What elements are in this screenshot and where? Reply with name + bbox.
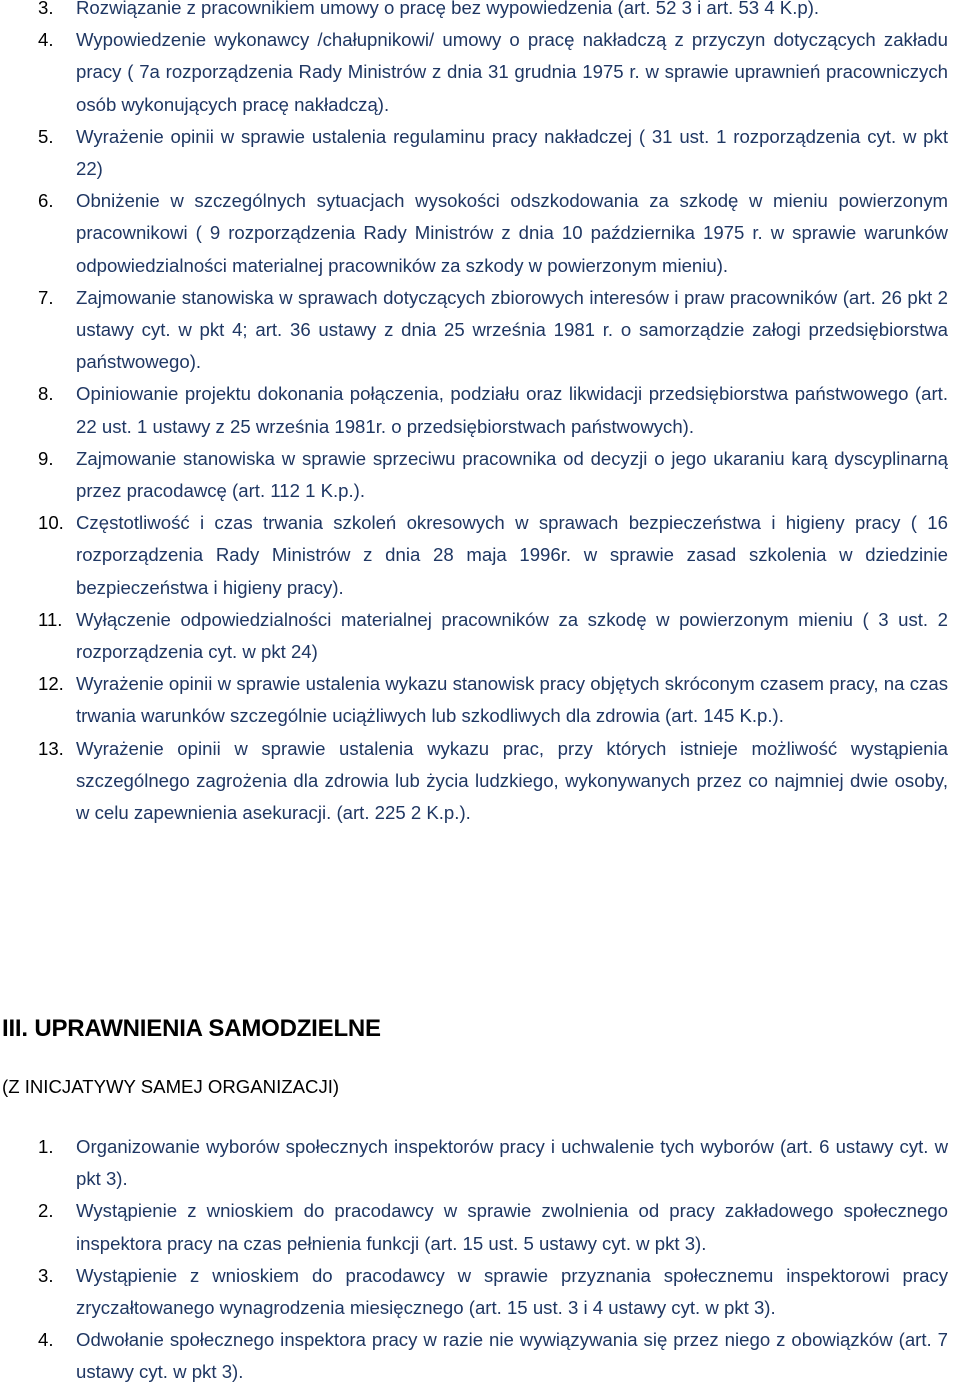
item-text: Obniżenie w szczególnych sytuacjach wysokości odszkodowania za szkodę w mieniu powierzonym pracownikowi ( 9 rozporządzenia Rady Ministrów z dnia 10 października 1975 r. w sprawie warunków odpowiedzialności materialnej pracowników za szkody w powierzonym mieniu). xyxy=(76,190,948,276)
item-text: Zajmowanie stanowiska w sprawie sprzeciwu pracownika od decyzji o jego ukaraniu karą dyscyplinarną przez pracodawcę (art. 112 1 K.p.). xyxy=(76,447,948,502)
item-text: Wyrażenie opinii w sprawie ustalenia wykazu stanowisk pracy objętych skróconym czasem pracy, na czas trwania warunków szczególnie uciążliwych lub szkodliwych dla zdrowia (art. 145 K.p.). xyxy=(76,673,948,727)
item-number: 5. xyxy=(38,125,54,147)
item-text: Wystąpienie z wnioskiem do pracodawcy w sprawie zwolnienia od pracy zakładowego społecznego inspektora pracy na czas pełnienia funkcji (art. 15 ust. 5 ustawy cyt. w pkt 3). xyxy=(76,1200,948,1254)
item-number: 3. xyxy=(38,0,54,18)
item-text: Rozwiązanie z pracownikiem umowy o pracę bez wypowiedzenia (art. 52 3 i art. 53 4 K.p). xyxy=(76,0,820,18)
item-text: Wypowiedzenie wykonawcy /chałupnikowi/ umowy o pracę nakładczą z przyczyn dotyczących zakładu pracy ( 7a rozporządzenia Rady Ministrów z dnia 31 grudnia 1975 r. w sprawie uprawnień pracowniczych osób wykonujących pracę nakładczą). xyxy=(76,29,948,115)
item-text: Wyrażenie opinii w sprawie ustalenia regulaminu pracy nakładczej ( 31 ust. 1 rozporządzenia cyt. w pkt 22) xyxy=(76,125,948,180)
item-text: Organizowanie wyborów społecznych inspektorów pracy i uchwalenie tych wyborów (art. 6 ustawy cyt. w pkt 3). xyxy=(76,1136,948,1190)
list-item xyxy=(0,1324,954,1388)
item-number: 4. xyxy=(38,29,54,51)
list-item xyxy=(0,0,954,24)
item-number: 10. xyxy=(38,512,64,534)
item-text: Wyłączenie odpowiedzialności materialnej pracowników za szkodę w powierzonym mieniu ( 3 ust. 2 rozporządzenia cyt. w pkt 24) xyxy=(76,608,948,663)
list-item xyxy=(0,443,954,507)
list-item xyxy=(0,733,954,830)
item-number: 2. xyxy=(38,1200,54,1222)
item-text: Zajmowanie stanowiska w sprawach dotyczących zbiorowych interesów i praw pracowników (art. 26 pkt 2 ustawy cyt. w pkt 4; art. 36 ustawy z dnia 25 września 1981 r. o samorządzie załogi przedsiębiorstwa państwowego). xyxy=(76,286,948,373)
list-item xyxy=(0,1131,954,1195)
list-item xyxy=(0,282,954,379)
item-number: 4. xyxy=(38,1329,54,1351)
list-item xyxy=(0,604,954,668)
item-text: Wyrażenie opinii w sprawie ustalenia wykazu prac, przy których istnieje możliwość wystąpienia szczególnego zagrożenia dla zdrowia lub życia ludzkiego, wykonywanych przez co najmniej dwie osoby, w celu zapewnienia asekuracji. (art. 225 2 K.p.). xyxy=(76,737,948,824)
item-text: Opiniowanie projektu dokonania połączenia, podziału oraz likwidacji przedsiębiorstwa państwowego (art. 22 ust. 1 ustawy z 25 września 1981r. o przedsiębiorstwach państwowych). xyxy=(76,383,948,437)
list-item xyxy=(0,507,954,604)
list-item xyxy=(0,121,954,185)
item-number: 9. xyxy=(38,447,54,469)
list-item xyxy=(0,1195,954,1259)
item-text: Wystąpienie z wnioskiem do pracodawcy w sprawie przyznania społecznemu inspektorowi pracy zryczałtowanego wynagrodzenia miesięcznego (art. 15 ust. 3 i 4 ustawy cyt. w pkt 3). xyxy=(76,1264,948,1319)
independent-powers-list xyxy=(0,1131,954,1389)
item-number: 6. xyxy=(38,190,54,212)
item-number: 11. xyxy=(38,608,63,630)
item-text: Częstotliwość i czas trwania szkoleń okresowych w sprawach bezpieczeństwa i higieny pracy ( 16 rozporządzenia Rady Ministrów z dnia 28 maja 1996r. w sprawie zasad szkolenia w dziedzinie bezpieczeństwa i higieny pracy). xyxy=(76,512,948,598)
list-item xyxy=(0,24,954,121)
section-heading: III. UPRAWNIENIA SAMODZIELNE xyxy=(2,1015,381,1042)
list-item xyxy=(0,185,954,282)
item-number: 13. xyxy=(38,737,64,759)
item-text: Odwołanie społecznego inspektora pracy w razie nie wywiązywania się przez niego z obowiązków (art. 7 ustawy cyt. w pkt 3). xyxy=(76,1329,948,1383)
list-item xyxy=(0,1260,954,1324)
item-number: 1. xyxy=(38,1136,54,1157)
item-number: 8. xyxy=(38,383,54,405)
list-item xyxy=(0,668,954,732)
list-item xyxy=(0,378,954,442)
item-number: 3. xyxy=(38,1264,54,1286)
section-subheading: (Z INICJATYWY SAMEJ ORGANIZACJI) xyxy=(2,1076,340,1097)
item-number: 7. xyxy=(38,286,54,308)
item-number: 12. xyxy=(38,673,64,695)
